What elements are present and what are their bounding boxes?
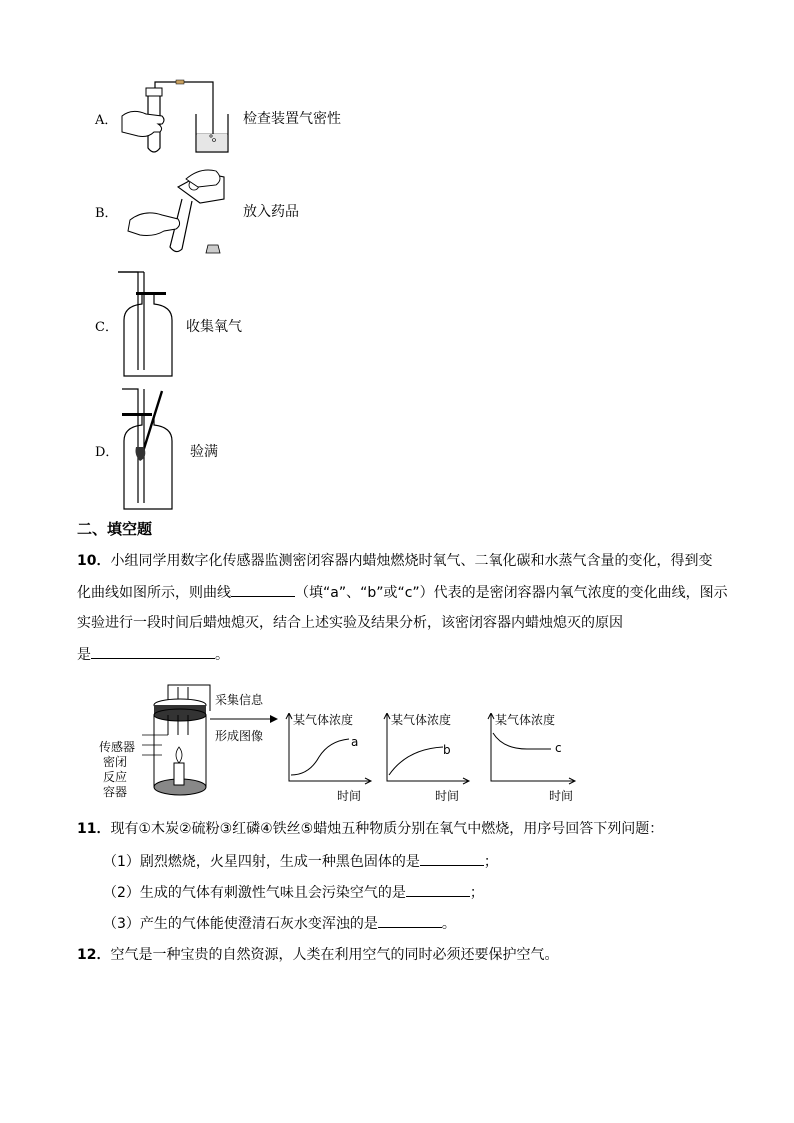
option-b-letter: B． xyxy=(95,206,118,221)
sealed-container-diagram xyxy=(140,683,220,803)
adding-reagent-figure xyxy=(120,165,230,260)
q10-line3: 实验进行一段时间后蜡烛熄灭，结合上述实验及结果分析，该密闭容器内蜡烛熄灭的原因 xyxy=(77,615,623,631)
q10-blank-1[interactable] xyxy=(231,582,295,597)
graph-c xyxy=(487,683,587,803)
q10-line4 xyxy=(77,644,229,665)
q10-line2-a: 化曲线如图所示，则曲线 xyxy=(77,585,231,601)
option-a-text: 检查装置气密性 xyxy=(243,111,341,127)
option-c-text: 收集氧气 xyxy=(186,319,242,335)
graph-a-ylabel: 某气体浓度 xyxy=(293,713,354,727)
q11-sub1 xyxy=(103,851,498,872)
q11-sub2-text: （2）生成的气体有刺激性气味且会污染空气的是 xyxy=(103,885,406,901)
label-sealed: 密闭 xyxy=(103,755,128,769)
q10-figure xyxy=(95,683,585,808)
option-d-text: 验满 xyxy=(190,444,218,460)
graph-c-xlabel: 时间 xyxy=(549,789,574,803)
q11-stem-text: 现有①木炭②硫粉③红磷④铁丝⑤蜡烛五种物质分别在氧气中燃烧，用序号回答下列问题： xyxy=(110,821,664,837)
graph-c-curve-label: c xyxy=(555,741,562,755)
q11-number: 11． xyxy=(77,821,111,837)
graph-b-ylabel: 某气体浓度 xyxy=(391,713,452,727)
airtightness-check-figure xyxy=(118,76,233,158)
q11-sub3 xyxy=(103,913,456,934)
q11-blank-2[interactable] xyxy=(406,882,470,897)
q11-sub3-text: （3）产生的气体能使澄清石灰水变浑浊的是 xyxy=(103,916,378,932)
graph-a-xlabel: 时间 xyxy=(337,789,362,803)
q10-line4-b: 。 xyxy=(215,647,229,663)
q10-line1 xyxy=(77,551,712,571)
full-check-figure xyxy=(114,385,179,513)
q11-sub1-end: ； xyxy=(483,854,498,870)
graph-b-curve-label: b xyxy=(443,743,451,757)
graph-a xyxy=(285,683,377,803)
graph-b xyxy=(383,683,475,803)
q11-blank-3[interactable] xyxy=(378,913,442,928)
graph-a-curve-label: a xyxy=(351,735,359,749)
label-sensor: 传感器 xyxy=(99,740,136,754)
arrow-label-form: 形成图像 xyxy=(215,729,264,743)
collect-oxygen-figure xyxy=(114,268,179,380)
q11-sub2 xyxy=(103,882,484,903)
q11-blank-1[interactable] xyxy=(420,851,484,866)
q12-number: 12． xyxy=(77,947,111,963)
q10-line4-a: 是 xyxy=(77,647,91,663)
q11-sub1-text: （1）剧烈燃烧，火星四射，生成一种黑色固体的是 xyxy=(103,854,420,870)
arrow-label-collect: 采集信息 xyxy=(215,693,264,707)
q11-sub3-end: 。 xyxy=(441,916,456,932)
section-title: 二、填空题 xyxy=(77,520,153,538)
q10-line1-text: 小组同学用数字化传感器监测密闭容器内蜡烛燃烧时氧气、二氧化碳和水蒸气含量的变化，得到变 xyxy=(110,553,713,569)
option-c-letter: C． xyxy=(95,320,118,335)
label-reaction: 反应 xyxy=(103,770,128,784)
q10-line2-b: （填“a”、“b”或“c”）代表的是密闭容器内氧气浓度的变化曲线，图示 xyxy=(295,585,728,601)
q11-sub2-end: ； xyxy=(469,885,484,901)
graph-b-xlabel: 时间 xyxy=(435,789,460,803)
graph-c-ylabel: 某气体浓度 xyxy=(495,713,556,727)
q11-stem xyxy=(77,819,663,839)
option-b-text: 放入药品 xyxy=(243,204,299,220)
q10-line2 xyxy=(77,582,728,603)
q12-text: 空气是一种宝贵的自然资源，人类在利用空气的同时必须还要保护空气。 xyxy=(110,947,559,963)
label-container: 容器 xyxy=(103,785,128,799)
q10-blank-2[interactable] xyxy=(91,644,215,659)
q10-number: 10． xyxy=(77,553,111,569)
option-d-letter: D． xyxy=(95,445,119,460)
collect-arrow xyxy=(210,713,280,725)
option-a-letter: A． xyxy=(95,113,118,128)
q12-line xyxy=(77,945,558,965)
